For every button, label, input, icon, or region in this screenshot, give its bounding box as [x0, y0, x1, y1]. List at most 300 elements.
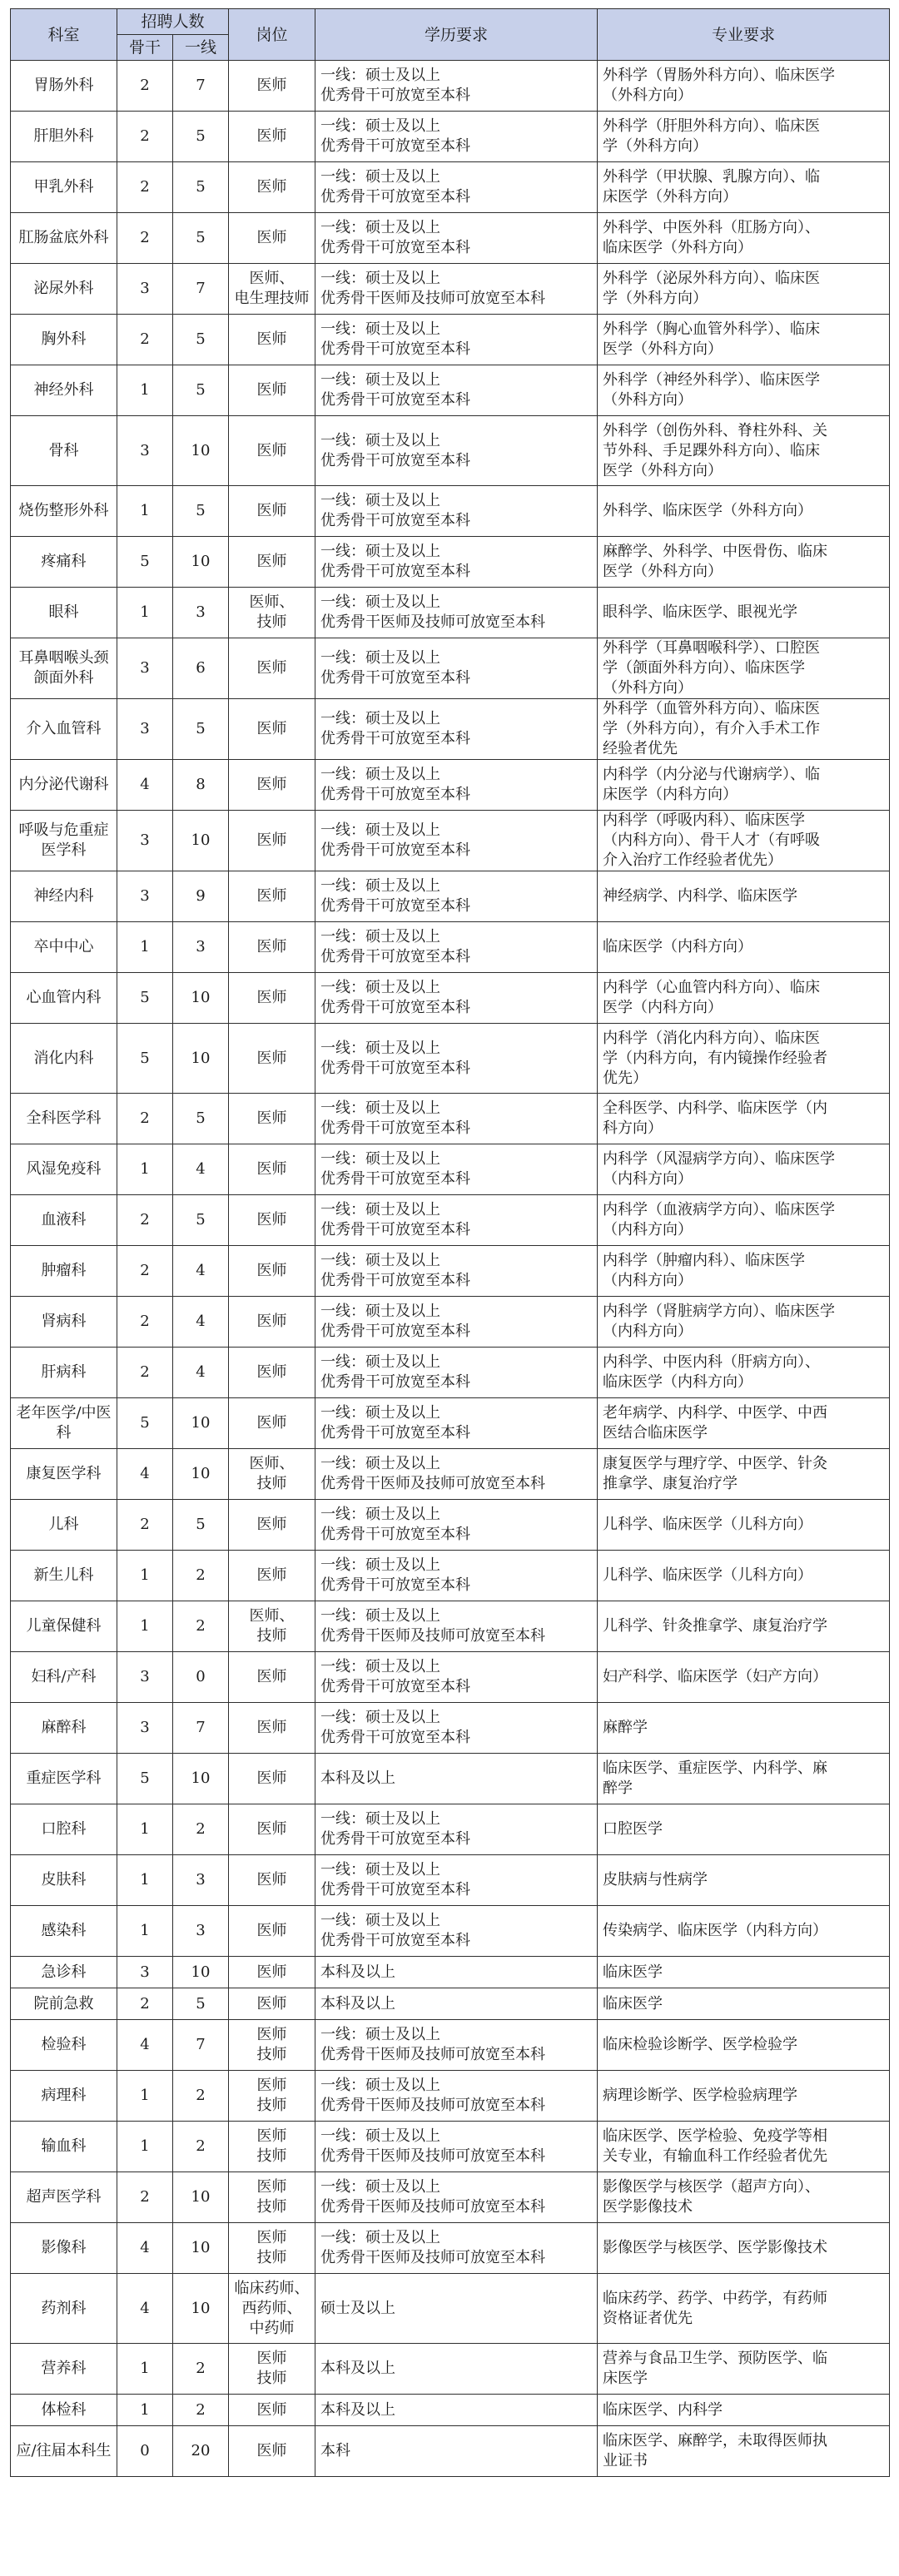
frontline-count-cell-text: 2: [196, 2400, 206, 2419]
frontline-count-cell: [173, 922, 229, 973]
major-cell: [598, 1297, 890, 1348]
dept-cell: [11, 1195, 117, 1246]
post-cell: [229, 2426, 315, 2477]
education-cell: [315, 2172, 598, 2223]
backbone-count-cell: [117, 162, 173, 213]
education-cell: [315, 1804, 598, 1855]
dept-cell-text: 营养科: [41, 2360, 87, 2377]
dept-cell: [11, 699, 117, 760]
education-cell-text: 一线：硕士及以上 优秀骨干医师及技师可放宽至本科: [320, 593, 546, 631]
major-cell-text: 传染病学、临床医学（内科方向）: [603, 1922, 828, 1939]
education-cell: [315, 588, 598, 638]
education-cell-text: 一线：硕士及以上 优秀骨干医师及技师可放宽至本科: [320, 2229, 546, 2266]
post-cell: [229, 264, 315, 315]
table-row: [11, 2020, 890, 2071]
education-cell-text: 一线：硕士及以上 优秀骨干可放宽至本科: [320, 1303, 471, 1340]
frontline-count-cell-text: 2: [196, 2137, 206, 2155]
frontline-count-cell-text: 10: [191, 441, 211, 459]
backbone-count-cell: [117, 2172, 173, 2223]
post-cell: [229, 315, 315, 365]
education-cell-text: 一线：硕士及以上 优秀骨干医师及技师可放宽至本科: [320, 1455, 546, 1492]
major-cell-text: 外科学（肝胆外科方向）、临床医 学（外科方向）: [603, 117, 821, 155]
major-cell-text: 外科学、临床医学（外科方向）: [603, 502, 813, 519]
frontline-count-cell-text: 6: [196, 659, 206, 677]
frontline-count-cell-text: 3: [196, 1871, 206, 1889]
dept-cell: [11, 1144, 117, 1195]
backbone-count-cell: [117, 1957, 173, 1988]
dept-cell: [11, 638, 117, 699]
backbone-count-cell-text: 3: [140, 887, 150, 905]
frontline-count-cell-text: 10: [191, 1963, 211, 1981]
frontline-count-cell-text: 10: [191, 1465, 211, 1482]
dept-cell-text: 肿瘤科: [41, 1262, 87, 1279]
post-cell: [229, 1754, 315, 1804]
backbone-count-cell-text: 3: [140, 1719, 150, 1736]
table-row: [11, 1297, 890, 1348]
post-cell-text: 医师 技师: [256, 2178, 287, 2216]
major-cell: [598, 871, 890, 922]
education-cell: [315, 1398, 598, 1449]
backbone-count-cell-text: 2: [140, 1516, 150, 1533]
post-cell-text: 医师: [256, 1719, 287, 1736]
backbone-count-cell-text: 1: [140, 603, 150, 621]
backbone-count-cell: [117, 811, 173, 871]
frontline-count-cell: [173, 1195, 229, 1246]
dept-cell-text: 皮肤科: [41, 1871, 87, 1889]
dept-cell: [11, 264, 117, 315]
frontline-count-cell: [173, 2426, 229, 2477]
major-cell: [598, 1398, 890, 1449]
table-header: [11, 9, 890, 61]
backbone-count-cell-text: 4: [140, 2299, 150, 2317]
frontline-count-cell: [173, 1500, 229, 1551]
major-cell-text: 临床医学、重症医学、内科学、麻 醉学: [603, 1760, 828, 1797]
dept-cell-text: 输血科: [41, 2137, 87, 2155]
post-cell-text: 医师: [256, 938, 287, 955]
dept-cell: [11, 1348, 117, 1398]
dept-cell: [11, 2223, 117, 2274]
education-cell: [315, 2344, 598, 2395]
header-major: 专业要求: [598, 9, 890, 61]
education-cell: [315, 1348, 598, 1398]
backbone-count-cell: [117, 1094, 173, 1144]
post-cell-text: 医师、 技师: [249, 593, 295, 631]
dept-cell: [11, 1957, 117, 1988]
post-cell-text: 医师 技师: [256, 2350, 287, 2387]
post-cell-text: 医师 技师: [256, 2026, 287, 2063]
education-cell-text: 一线：硕士及以上 优秀骨干可放宽至本科: [320, 543, 471, 580]
major-cell-text: 内科学（血液病学方向）、临床医学 （内科方向）: [603, 1201, 836, 1238]
table-row: [11, 1652, 890, 1703]
major-cell-text: 儿科学、临床医学（儿科方向）: [603, 1516, 813, 1533]
backbone-count-cell-text: 1: [140, 1820, 150, 1838]
backbone-count-cell: [117, 112, 173, 162]
education-cell: [315, 1195, 598, 1246]
major-cell: [598, 537, 890, 588]
dept-cell: [11, 416, 117, 486]
backbone-count-cell-text: 1: [140, 1922, 150, 1939]
frontline-count-cell: [173, 1601, 229, 1652]
dept-cell-text: 肛肠盆底外科: [18, 229, 109, 246]
education-cell-text: 一线：硕士及以上 优秀骨干可放宽至本科: [320, 117, 471, 155]
major-cell-text: 麻醉学、外科学、中医骨伤、临床 医学（外科方向）: [603, 543, 828, 580]
education-cell-text: 一线：硕士及以上 优秀骨干可放宽至本科: [320, 492, 471, 529]
backbone-count-cell-text: 4: [140, 1465, 150, 1482]
dept-cell: [11, 2426, 117, 2477]
backbone-count-cell-text: 1: [140, 2400, 150, 2419]
frontline-count-cell-text: 4: [196, 1262, 206, 1279]
education-cell: [315, 2223, 598, 2274]
backbone-count-cell-text: 1: [140, 381, 150, 399]
major-cell: [598, 973, 890, 1024]
table-row: [11, 699, 890, 760]
dept-cell-text: 口腔科: [41, 1820, 87, 1838]
table-row: [11, 1551, 890, 1601]
table-row: [11, 1804, 890, 1855]
post-cell-text: 医师: [256, 1160, 287, 1178]
post-cell: [229, 1449, 315, 1500]
frontline-count-cell-text: 2: [196, 1820, 206, 1838]
major-cell-text: 外科学（甲状腺、乳腺方向）、临 床医学（外科方向）: [603, 168, 821, 206]
dept-cell: [11, 1652, 117, 1703]
backbone-count-cell-text: 2: [140, 1313, 150, 1330]
backbone-count-cell-text: 1: [140, 2360, 150, 2377]
frontline-count-cell-text: 2: [196, 1566, 206, 1584]
post-cell: [229, 638, 315, 699]
dept-cell-text: 重症医学科: [26, 1769, 102, 1787]
dept-cell-text: 卒中中心: [33, 938, 94, 955]
major-cell-text: 外科学（神经外科学）、临床医学 （外科方向）: [603, 371, 821, 409]
dept-cell-text: 神经内科: [33, 887, 94, 905]
major-cell-text: 临床医学、内科学: [603, 2400, 723, 2419]
post-cell: [229, 2344, 315, 2395]
dept-cell-text: 妇科/产科: [31, 1668, 97, 1685]
major-cell-text: 妇产科学、临床医学（妇产方向）: [603, 1668, 828, 1685]
dept-cell: [11, 2122, 117, 2172]
education-cell: [315, 811, 598, 871]
backbone-count-cell-text: 3: [140, 280, 150, 297]
education-cell: [315, 162, 598, 213]
education-cell-text: 一线：硕士及以上 优秀骨干医师及技师可放宽至本科: [320, 2026, 546, 2063]
frontline-count-cell-text: 3: [196, 938, 206, 955]
dept-cell: [11, 588, 117, 638]
frontline-count-cell: [173, 638, 229, 699]
backbone-count-cell-text: 2: [140, 1262, 150, 1279]
frontline-count-cell: [173, 811, 229, 871]
education-cell-text: 一线：硕士及以上 优秀骨干可放宽至本科: [320, 1556, 471, 1594]
post-cell-text: 医师: [256, 989, 287, 1006]
major-cell-text: 内科学（内分泌与代谢病学）、临 床医学（内科方向）: [603, 766, 821, 803]
post-cell: [229, 588, 315, 638]
major-cell: [598, 1348, 890, 1398]
header-post: 岗位: [229, 9, 315, 61]
education-cell: [315, 1551, 598, 1601]
major-cell-text: 麻醉学: [603, 1719, 648, 1736]
dept-cell: [11, 213, 117, 264]
backbone-count-cell: [117, 537, 173, 588]
backbone-count-cell-text: 3: [140, 1963, 150, 1981]
education-cell: [315, 1906, 598, 1957]
education-cell-text: 一线：硕士及以上 优秀骨干可放宽至本科: [320, 1810, 471, 1848]
major-cell-text: 外科学（胃肠外科方向）、临床医学 （外科方向）: [603, 67, 836, 104]
backbone-count-cell: [117, 1500, 173, 1551]
dept-cell-text: 肝病科: [41, 1363, 87, 1381]
post-cell: [229, 61, 315, 112]
major-cell: [598, 2426, 890, 2477]
table-row: [11, 2395, 890, 2426]
post-cell-text: 医师: [256, 1414, 287, 1432]
major-cell-text: 儿科学、针灸推拿学、康复治疗学: [603, 1617, 828, 1635]
backbone-count-cell: [117, 922, 173, 973]
backbone-count-cell-text: 2: [140, 2188, 150, 2206]
major-cell: [598, 264, 890, 315]
backbone-count-cell-text: 5: [140, 1414, 150, 1432]
dept-cell-text: 康复医学科: [26, 1465, 102, 1482]
education-cell: [315, 2071, 598, 2122]
table-row: [11, 1703, 890, 1754]
dept-cell-text: 心血管内科: [26, 989, 102, 1006]
major-cell-text: 内科学（消化内科方向）、临床医 学（内科方向，有内镜操作经验者 优先）: [603, 1029, 828, 1087]
post-cell-text: 医师: [256, 502, 287, 519]
frontline-count-cell-text: 4: [196, 1363, 206, 1381]
dept-cell-text: 眼科: [48, 603, 79, 621]
post-cell-text: 医师: [256, 1871, 287, 1889]
post-cell-text: 医师 技师: [256, 2127, 287, 2165]
education-cell-text: 一线：硕士及以上 优秀骨干可放宽至本科: [320, 1099, 471, 1137]
education-cell: [315, 1652, 598, 1703]
dept-cell: [11, 871, 117, 922]
dept-cell-text: 检验科: [41, 2036, 87, 2053]
backbone-count-cell-text: 1: [140, 1871, 150, 1889]
backbone-count-cell: [117, 1988, 173, 2020]
education-cell: [315, 1094, 598, 1144]
post-cell: [229, 2274, 315, 2344]
backbone-count-cell: [117, 1144, 173, 1195]
table-row: [11, 1449, 890, 1500]
major-cell: [598, 638, 890, 699]
post-cell: [229, 2223, 315, 2274]
major-cell-text: 皮肤病与性病学: [603, 1871, 708, 1889]
frontline-count-cell-text: 10: [191, 2299, 211, 2317]
major-cell: [598, 2020, 890, 2071]
education-cell-text: 硕士及以上: [320, 2299, 396, 2317]
major-cell: [598, 1024, 890, 1094]
frontline-count-cell: [173, 1703, 229, 1754]
education-cell: [315, 2274, 598, 2344]
backbone-count-cell: [117, 416, 173, 486]
table-row: [11, 973, 890, 1024]
backbone-count-cell-text: 2: [140, 127, 150, 145]
post-cell: [229, 1988, 315, 2020]
frontline-count-cell: [173, 973, 229, 1024]
table-row: [11, 1988, 890, 2020]
major-cell: [598, 2274, 890, 2344]
education-cell: [315, 1024, 598, 1094]
dept-cell: [11, 1906, 117, 1957]
major-cell: [598, 1906, 890, 1957]
major-cell-text: 临床医学、医学检验、免疫学等相 关专业，有输血科工作经验者优先: [603, 2127, 828, 2165]
education-cell: [315, 1144, 598, 1195]
frontline-count-cell-text: 10: [191, 2188, 211, 2206]
post-cell: [229, 1024, 315, 1094]
post-cell-text: 医师、 电生理技师: [234, 270, 310, 307]
table-row: [11, 61, 890, 112]
post-cell-text: 医师: [256, 127, 287, 145]
education-cell-text: 本科及以上: [320, 1769, 396, 1787]
education-cell: [315, 1855, 598, 1906]
major-cell-text: 外科学（胸心血管外科学）、临床 医学（外科方向）: [603, 320, 821, 358]
major-cell-text: 外科学、中医外科（肛肠方向）、 临床医学（外科方向）: [603, 219, 821, 256]
table-row: [11, 365, 890, 416]
education-cell-text: 本科及以上: [320, 2360, 396, 2377]
post-cell-text: 医师: [256, 1922, 287, 1939]
post-cell: [229, 112, 315, 162]
table-row: [11, 315, 890, 365]
frontline-count-cell-text: 5: [196, 330, 206, 348]
table-row: [11, 1855, 890, 1906]
post-cell: [229, 1703, 315, 1754]
education-cell-text: 一线：硕士及以上 优秀骨干可放宽至本科: [320, 979, 471, 1016]
frontline-count-cell-text: 5: [196, 178, 206, 196]
major-cell-text: 影像医学与核医学（超声方向）、 医学影像技术: [603, 2178, 821, 2216]
major-cell: [598, 1988, 890, 2020]
frontline-count-cell-text: 5: [196, 229, 206, 246]
major-cell: [598, 61, 890, 112]
education-cell-text: 一线：硕士及以上 优秀骨干可放宽至本科: [320, 1201, 471, 1238]
major-cell: [598, 2122, 890, 2172]
post-cell: [229, 486, 315, 537]
frontline-count-cell: [173, 1906, 229, 1957]
post-cell-text: 医师: [256, 1363, 287, 1381]
post-cell: [229, 162, 315, 213]
major-cell-text: 临床医学（内科方向）: [603, 938, 753, 955]
education-cell: [315, 416, 598, 486]
frontline-count-cell: [173, 2395, 229, 2426]
education-cell-text: 一线：硕士及以上 优秀骨干可放宽至本科: [320, 1861, 471, 1898]
dept-cell-text: 儿童保健科: [26, 1617, 102, 1635]
major-cell-text: 外科学（血管外科方向）、临床医 学（外科方向），有介入手术工作 经验者优先: [603, 700, 821, 757]
major-cell: [598, 588, 890, 638]
post-cell-text: 医师: [256, 1313, 287, 1330]
backbone-count-cell-text: 2: [140, 229, 150, 246]
major-cell-text: 外科学（耳鼻咽喉科学）、口腔医 学（颌面外科方向）、临床医学 （外科方向）: [603, 639, 821, 697]
education-cell-text: 本科及以上: [320, 1963, 396, 1981]
dept-cell-text: 老年医学/中医 科: [16, 1404, 112, 1442]
post-cell-text: 医师: [256, 381, 287, 399]
education-cell-text: 本科及以上: [320, 2400, 396, 2419]
backbone-count-cell-text: 1: [140, 1566, 150, 1584]
backbone-count-cell: [117, 1855, 173, 1906]
backbone-count-cell-text: 1: [140, 502, 150, 519]
frontline-count-cell-text: 10: [191, 1049, 211, 1067]
post-cell-text: 医师: [256, 1566, 287, 1584]
post-cell-text: 医师 技师: [256, 2229, 287, 2266]
frontline-count-cell: [173, 1398, 229, 1449]
frontline-count-cell-text: 2: [196, 1617, 206, 1635]
post-cell: [229, 2020, 315, 2071]
education-cell: [315, 2122, 598, 2172]
dept-cell: [11, 922, 117, 973]
backbone-count-cell-text: 1: [140, 2137, 150, 2155]
table-row: [11, 2274, 890, 2344]
table-row: [11, 922, 890, 973]
major-cell-text: 内科学（肿瘤内科）、临床医学 （内科方向）: [603, 1252, 806, 1289]
major-cell: [598, 112, 890, 162]
frontline-count-cell-text: 5: [196, 1109, 206, 1127]
major-cell-text: 儿科学、临床医学（儿科方向）: [603, 1566, 813, 1584]
backbone-count-cell-text: 2: [140, 1211, 150, 1228]
backbone-count-cell: [117, 1551, 173, 1601]
education-cell: [315, 315, 598, 365]
dept-cell: [11, 315, 117, 365]
table-row: [11, 2344, 890, 2395]
backbone-count-cell: [117, 213, 173, 264]
post-cell: [229, 1094, 315, 1144]
frontline-count-cell: [173, 2020, 229, 2071]
education-cell: [315, 922, 598, 973]
dept-cell: [11, 1398, 117, 1449]
post-cell-text: 医师: [256, 229, 287, 246]
education-cell-text: 一线：硕士及以上 优秀骨干可放宽至本科: [320, 1150, 471, 1188]
backbone-count-cell-text: 2: [140, 77, 150, 94]
frontline-count-cell-text: 7: [196, 77, 206, 94]
frontline-count-cell-text: 8: [196, 776, 206, 793]
backbone-count-cell-text: 2: [140, 178, 150, 196]
frontline-count-cell: [173, 1246, 229, 1297]
table-row: [11, 264, 890, 315]
post-cell: [229, 365, 315, 416]
education-cell-text: 一线：硕士及以上 优秀骨干医师及技师可放宽至本科: [320, 2077, 546, 2114]
table-row: [11, 1195, 890, 1246]
education-cell-text: 一线：硕士及以上 优秀骨干可放宽至本科: [320, 877, 471, 915]
education-cell-text: 一线：硕士及以上 优秀骨干医师及技师可放宽至本科: [320, 270, 546, 307]
backbone-count-cell-text: 3: [140, 1668, 150, 1685]
post-cell-text: 医师: [256, 887, 287, 905]
backbone-count-cell-text: 2: [140, 1994, 150, 2013]
post-cell: [229, 1246, 315, 1297]
education-cell: [315, 2395, 598, 2426]
backbone-count-cell: [117, 1906, 173, 1957]
dept-cell-text: 泌尿外科: [33, 280, 94, 297]
frontline-count-cell: [173, 1024, 229, 1094]
table-row: [11, 2071, 890, 2122]
education-cell: [315, 638, 598, 699]
post-cell-text: 医师: [256, 1994, 287, 2013]
major-cell-text: 眼科学、临床医学、眼视光学: [603, 603, 798, 621]
frontline-count-cell: [173, 162, 229, 213]
backbone-count-cell: [117, 2344, 173, 2395]
frontline-count-cell: [173, 871, 229, 922]
frontline-count-cell: [173, 213, 229, 264]
backbone-count-cell-text: 5: [140, 1769, 150, 1787]
frontline-count-cell: [173, 1855, 229, 1906]
frontline-count-cell: [173, 365, 229, 416]
dept-cell-text: 风湿免疫科: [26, 1160, 102, 1178]
education-cell-text: 一线：硕士及以上 优秀骨干可放宽至本科: [320, 1252, 471, 1289]
post-cell-text: 医师: [256, 1668, 287, 1685]
backbone-count-cell: [117, 315, 173, 365]
post-cell: [229, 973, 315, 1024]
post-cell: [229, 1195, 315, 1246]
dept-cell-text: 介入血管科: [26, 720, 102, 737]
dept-cell-text: 新生儿科: [33, 1566, 94, 1584]
post-cell: [229, 1297, 315, 1348]
post-cell-text: 医师: [256, 831, 287, 849]
education-cell: [315, 699, 598, 760]
dept-cell-text: 胃肠外科: [33, 77, 94, 94]
backbone-count-cell: [117, 699, 173, 760]
education-cell-text: 一线：硕士及以上 优秀骨干可放宽至本科: [320, 1353, 471, 1391]
